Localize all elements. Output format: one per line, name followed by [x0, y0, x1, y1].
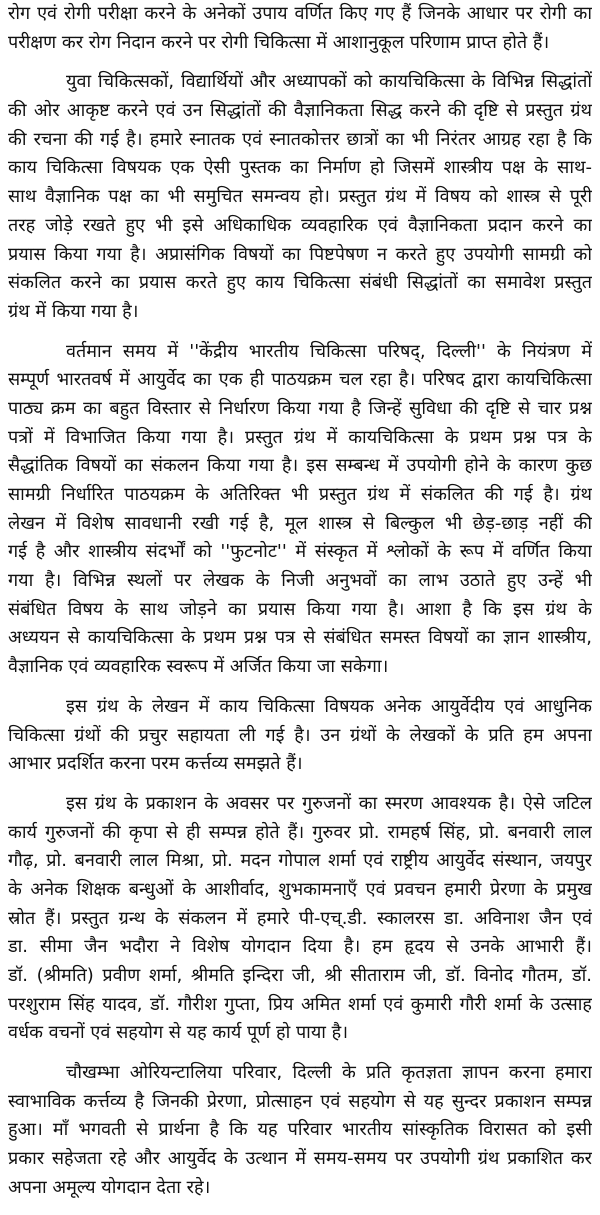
text-line: परशुराम सिंह यादव, डॉ. गौरीश गुप्ता, प्रिय अमित शर्मा एवं कुमारी गौरी शर्मा के उत्साह: [8, 993, 592, 1015]
text-line: की ओर आकृष्ट करने एवं उन सिद्धांतों की वैज्ञानिकता सिद्ध करने की दृष्टि से प्रस्तुत ग्रंथ: [8, 100, 592, 122]
paragraph: [8, 0, 592, 57]
text-line: साथ वैज्ञानिक पक्ष का भी समुचित समन्वय हो। प्रस्तुत ग्रंथ में विषय को शास्त्र से पूरी: [8, 186, 592, 208]
text-line: वैज्ञानिक एवं व्यवहारिक स्वरूप में अर्जित किया जा सकेगा।: [8, 656, 389, 678]
text-line: गया है। विभिन्न स्थलों पर लेखक के निजी अनुभवों का लाभ उठाते हुए उन्हें भी: [8, 570, 592, 592]
text-line: इस ग्रंथ के लेखन में काय चिकित्सा विषयक अनेक आयुर्वेदीय एवं आधुनिक: [66, 695, 592, 717]
text-line: तरह जोड़े रखते हुए भी इसे अधिकाधिक व्यवहारिक एवं वैज्ञानिकता प्रदान करने का: [8, 214, 592, 236]
paragraph: [8, 1059, 592, 1202]
text-line: परीक्षण कर रोग निदान करने पर रोगी चिकित्सा में आशानुकूल परिणाम प्राप्त होते हैं।: [8, 31, 550, 53]
text-line: के अनेक शिक्षक बन्धुओं के आशीर्वाद, शुभकामनाएँ एवं प्रवचन हमारी प्रेरणा के प्रमुख: [8, 878, 592, 900]
text-line: डॉ. (श्रीमति) प्रवीण शर्मा, श्रीमति इन्दिरा जी, श्री सीताराम जी, डॉ. विनोद गौतम, डॉ.: [8, 965, 592, 986]
text-line: ग्रंथ में किया गया है।: [8, 300, 139, 322]
text-line: युवा चिकित्सकों, विद्यार्थियों और अध्यापकों को कायचिकित्सा के विभिन्न सिद्धांतों: [66, 71, 592, 93]
paragraph: [8, 790, 592, 1048]
text-line: गई है और शास्त्रीय संदर्भों को ''फुटनोट'' में संस्कृत में श्लोकों के रूप में वर्णित किया: [8, 541, 592, 563]
text-line: गौढ़, प्रो. बनवारी लाल मिश्रा, प्रो. मदन गोपाल शर्मा एवं राष्ट्रीय आयुर्वेद संस्थान, जयपुर: [8, 850, 592, 872]
text-line: लेखन में विशेष सावधानी रखी गई है, मूल शास्त्र से बिल्कुल भी छेड़-छाड़ नहीं की: [8, 512, 592, 534]
text-line: प्रयास किया गया है। अप्रासंगिक विषयों का पिष्टपेषण न करते हुए उपयोगी सामग्री को: [8, 243, 592, 265]
text-line: पाठ्य क्रम का बहुत विस्तार से निर्धारण किया गया है जिन्हें सुविधा की दृष्टि से चार प्रश्न: [8, 397, 592, 419]
text-line: चिकित्सा ग्रंथों की प्रचुर सहायता ली गई है। उन ग्रंथों के लेखकों के प्रति हम अपना: [8, 724, 592, 746]
text-line: रोग एवं रोगी परीक्षा करने के अनेकों उपाय वर्णित किए गए हैं जिनके आधार पर रोगी का: [8, 3, 592, 24]
text-line: सैद्धांतिक विषयों का संकलन किया गया है। इस सम्बन्ध में उपयोगी होने के कारण कुछ: [8, 455, 592, 477]
text-line: स्रोत हैं। प्रस्तुत ग्रन्थ के संकलन में हमारे पी-एच्.डी. स्कालरस डा. अविनाश जैन एवं: [8, 907, 592, 929]
text-line: संबंधित विषय के साथ जोड़ने का प्रयास किया गया है। आशा है कि इस ग्रंथ के: [8, 598, 592, 620]
text-line: हुआ। माँ भगवती से प्रार्थना है कि यह परिवार भारतीय सांस्कृतिक विरासत को इसी: [8, 1119, 592, 1141]
paragraph: [8, 68, 592, 326]
paragraph: [8, 693, 592, 779]
text-line: सम्पूर्ण भारतवर्ष में आयुर्वेद का एक ही पाठयक्रम चल रहा है। परिषद द्वारा कायचिकित्सा: [8, 369, 592, 391]
text-line: इस ग्रंथ के प्रकाशन के अवसर पर गुरुजनों का स्मरण आवश्यक है। ऐसे जटिल: [66, 792, 592, 814]
text-line: पत्रों में विभाजित किया गया है। प्रस्तुत ग्रंथ में कायचिकित्सा के प्रथम प्रश्न पत्र के: [8, 426, 592, 448]
text-line: वर्धक वचनों एवं सहयोग से यह कार्य पूर्ण हो पाया है।: [8, 1022, 349, 1044]
text-line: अपना अमूल्य योगदान देता रहे।: [8, 1176, 211, 1198]
text-line: स्वाभाविक कर्त्तव्य है जिनकी प्रेरणा, प्रोत्साहन एवं सहयोग से यह सुन्दर प्रकाशन सम्पन्न: [8, 1090, 592, 1112]
text-line: संकलित करने का प्रयास करते हुए काय चिकित्सा संबंधी सिद्धांतों का समावेश प्रस्तुत: [8, 272, 592, 294]
text-line: आभार प्रदर्शित करना परम कर्त्तव्य समझते हैं।: [8, 753, 303, 775]
text-line: काय चिकित्सा विषयक एक ऐसी पुस्तक का निर्माण हो जिसमें शास्त्रीय पक्ष के साथ-: [8, 157, 592, 179]
text-line: प्रकार सहेजता रहे और आयुर्वेद के उत्थान में समय-समय पर उपयोगी ग्रंथ प्रकाशित कर: [8, 1148, 592, 1170]
text-line: सामग्री निर्धारित पाठयक्रम के अतिरिक्त भी प्रस्तुत ग्रंथ में संकलित की गई है। ग्रंथ: [8, 484, 592, 505]
text-line: वर्तमान समय में ''केंद्रीय भारतीय चिकित्सा परिषद्, दिल्ली'' के नियंत्रण में: [66, 340, 592, 362]
text-line: चौखम्भा ओरियन्टालिया परिवार, दिल्ली के प्रति कृतज्ञता ज्ञापन करना हमारा: [66, 1062, 592, 1084]
text-line: कार्य गुरुजनों की कृपा से ही सम्पन्न होते हैं। गुरुवर प्रो. रामहर्ष सिंह, प्रो. बनवारी लाल: [8, 821, 592, 843]
text-line: की रचना की गई है। हमारे स्नातक एवं स्नातकोत्तर छात्रों का भी निरंतर आग्रह रहा है कि: [8, 128, 592, 150]
paragraph: [8, 338, 592, 682]
text-line: अध्ययन से कायचिकित्सा के प्रथम प्रश्न पत्र से संबंधित समस्त विषयों का ज्ञान शास्त्रीय,: [8, 627, 592, 649]
text-line: डा. सीमा जैन भदौरा ने विशेष योगदान दिया है। हम हृदय से उनके आभारी हैं।: [8, 936, 592, 958]
